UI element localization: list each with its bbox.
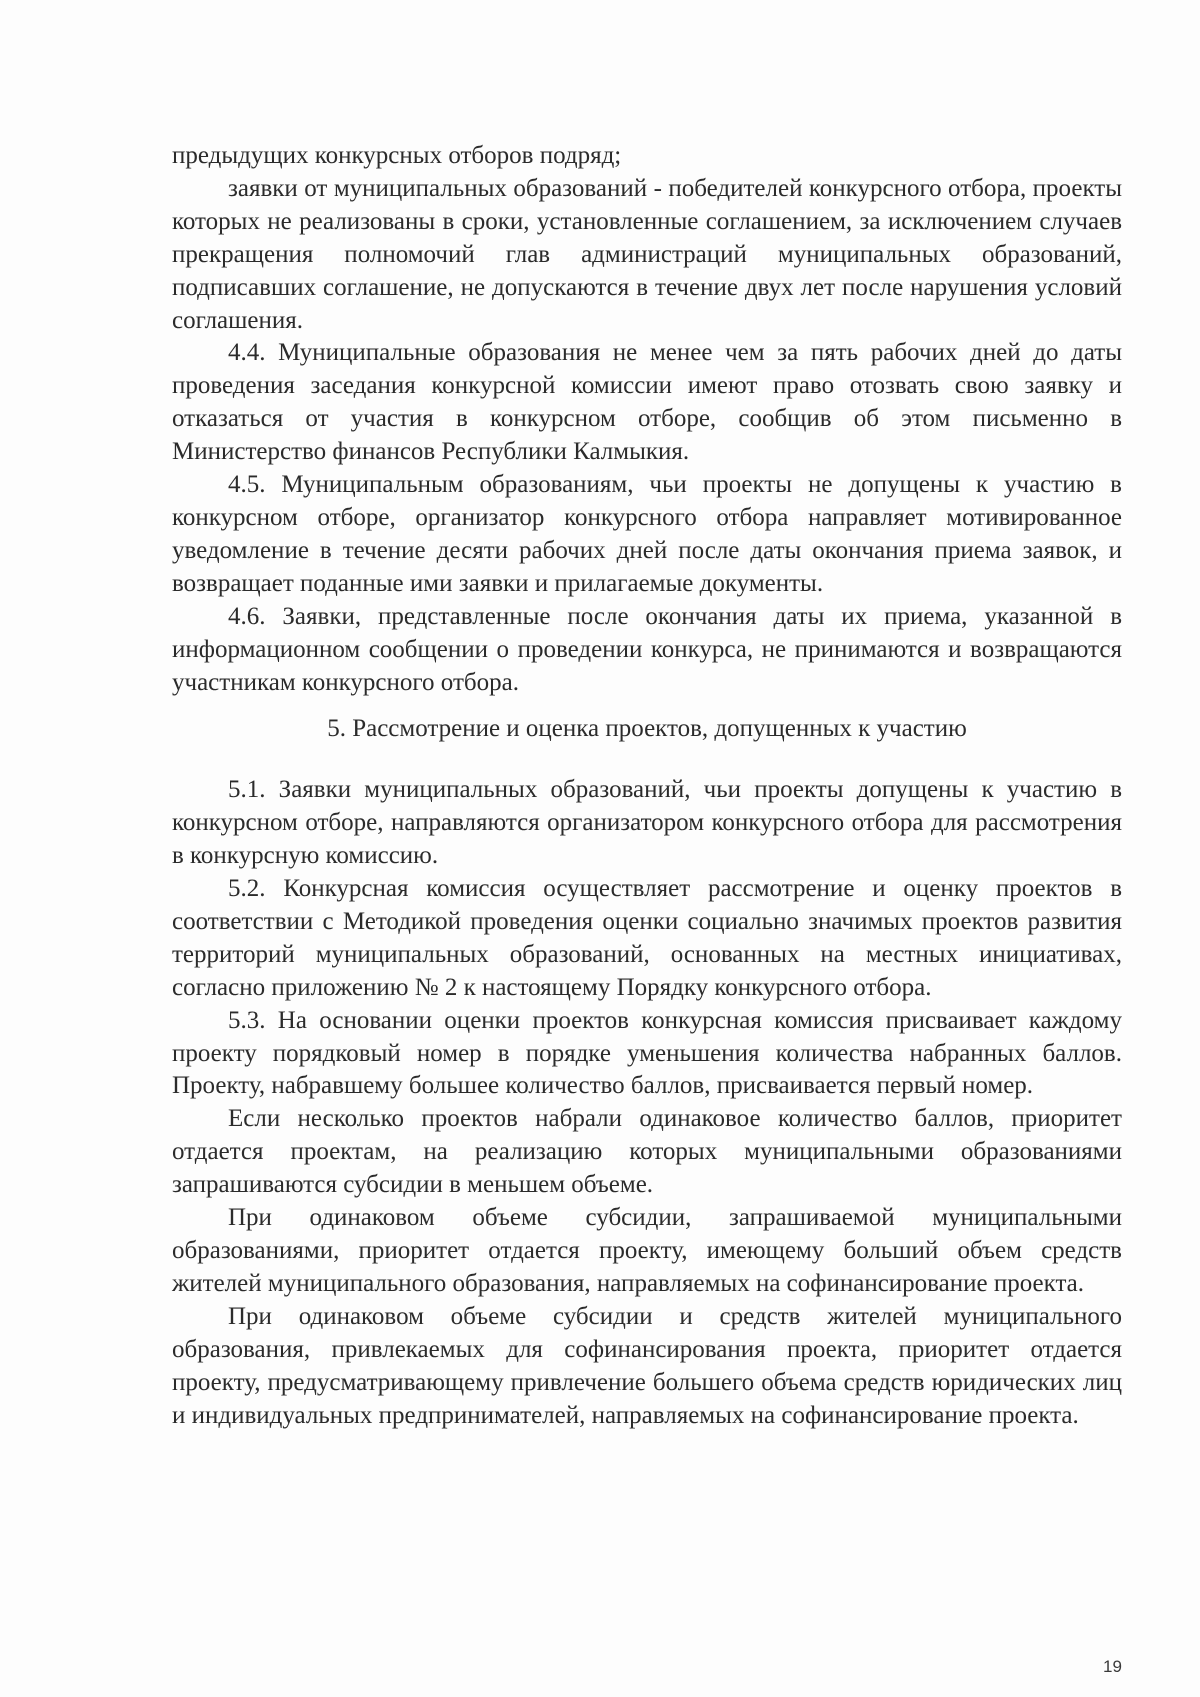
section-heading: 5. Рассмотрение и оценка проектов, допущенных к участию <box>327 715 967 743</box>
paragraph-5-3: 5.3. На основании оценки проектов конкурсная комиссия присваивает каждому проекту порядковый номер в порядке уменьшения количества набранных баллов. Проекту, набравшему большее количество баллов, присваивается первый номер. <box>172 1006 1122 1100</box>
paragraph-4-4: 4.4. Муниципальные образования не менее чем за пять рабочих дней до даты проведения заседания конкурсной комиссии имеют право отозвать свою заявку и отказаться от участия в конкурсном отборе, сообщив об этом письменно в Министерство финансов Республики Калмыкия. <box>172 339 1122 466</box>
paragraph-continuation: предыдущих конкурсных отборов подряд; <box>172 142 622 169</box>
document-body <box>172 140 1122 1432</box>
paragraph-5-1: 5.1. Заявки муниципальных образований, чьи проекты допущены к участию в конкурсном отборе, направляются организатором конкурсного отбора для рассмотрения в конкурсную комиссию. <box>172 776 1122 870</box>
paragraph-5-2: 5.2. Конкурсная комиссия осуществляет рассмотрение и оценку проектов в соответствии с Методикой проведения оценки социально значимых проектов развития территорий муниципальных образований, основанных на местных инициативах, согласно приложению № 2 к настоящему Порядку конкурсного отбора. <box>172 875 1122 1001</box>
paragraph-applications-rule: заявки от муниципальных образований - победителей конкурсного отбора, проекты которых не реализованы в сроки, установленные соглашением, за исключением случаев прекращения полномочий глав администраций муниципальных образований, подписавших соглашение, не допускаются в течение двух лет после нарушения условий соглашения. <box>172 174 1122 334</box>
paragraph-4-6: 4.6. Заявки, представленные после окончания даты их приема, указанной в информационном сообщении о проведении конкурса, не принимаются и возвращаются участникам конкурсного отбора. <box>172 602 1122 696</box>
paragraph-equal-score: Если несколько проектов набрали одинаковое количество баллов, приоритет отдается проектам, на реализацию которых муниципальными образованиями запрашиваются субсидии в меньшем объеме. <box>172 1105 1122 1199</box>
paragraph-4-5: 4.5. Муниципальным образованиям, чьи проекты не допущены к участию в конкурсном отборе, организатор конкурсного отбора направляет мотивированное уведомление в течение десяти рабочих дней после даты окончания приема заявок, и возвращает поданные ими заявки и прилагаемые документы. <box>172 471 1122 597</box>
page-number: 19 <box>1103 1657 1122 1676</box>
paragraph-equal-subsidy: При одинаковом объеме субсидии, запрашиваемой муниципальными образованиями, приоритет отдается проекту, имеющему больший объем средств жителей муниципального образования, направляемых на софинансирование проекта. <box>172 1204 1122 1297</box>
paragraph-equal-funds: При одинаковом объеме субсидии и средств жителей муниципального образования, привлекаемых для софинансирования проекта, приоритет отдается проекту, предусматривающему привлечение большего объема средств юридических лиц и индивидуальных предпринимателей, направляемых на софинансирование проекта. <box>172 1302 1122 1429</box>
